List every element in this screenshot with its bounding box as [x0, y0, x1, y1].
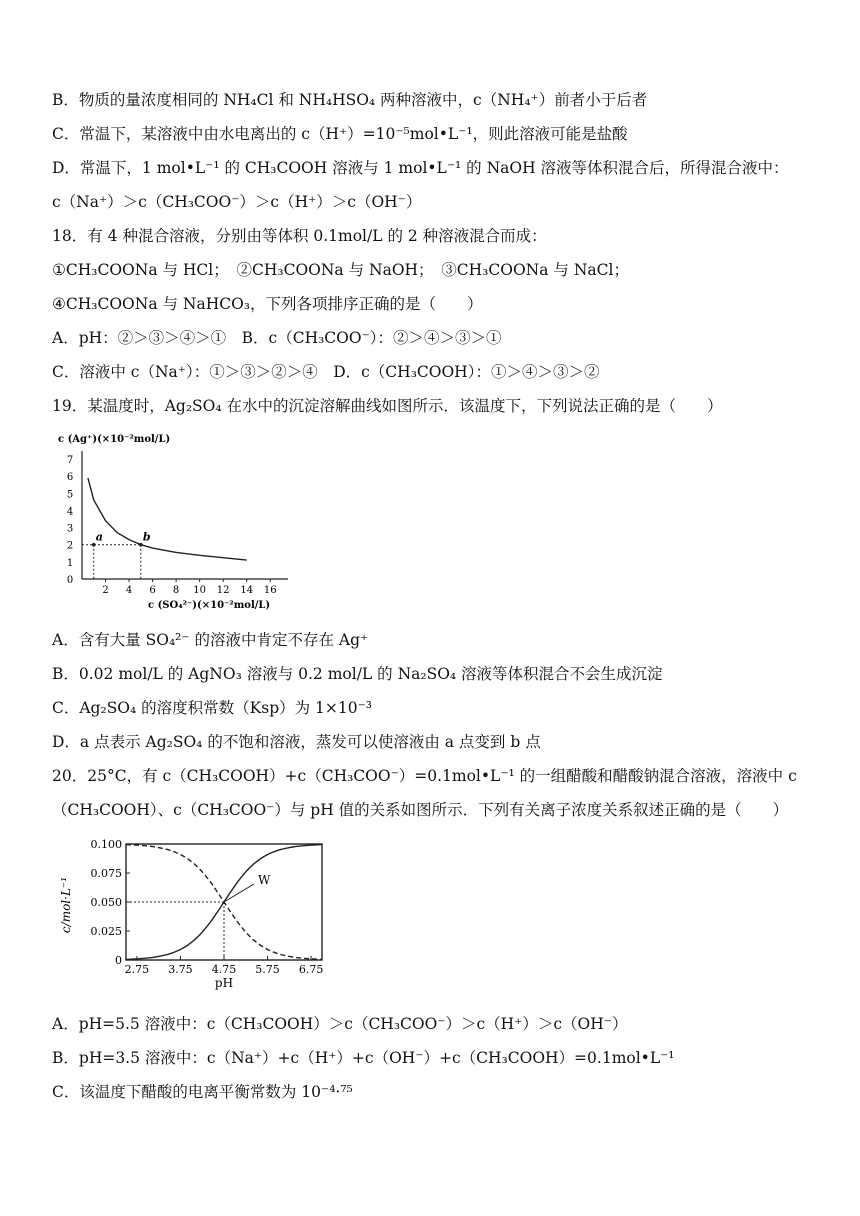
question-19: 19．某温度时，Ag₂SO₄ 在水中的沉淀溶解曲线如图所示．该温度下，下列说法正确的是（ ）: [52, 397, 723, 415]
option-b-q17: B．物质的量浓度相同的 NH₄Cl 和 NH₄HSO₄ 两种溶液中，c（NH₄⁺）前者小于后者: [52, 91, 648, 109]
x-tick-label: 4.75: [211, 963, 237, 976]
option-d-q17: D．常温下，1 mol•L⁻¹ 的 CH₃COOH 溶液与 1 mol•L⁻¹ 的 NaOH 溶液等体积混合后，所得混合液中：: [52, 159, 789, 177]
point-label-a: a: [95, 530, 103, 544]
x-tick-label: 4: [125, 585, 133, 596]
question-18: 18．有 4 种混合溶液，分别由等体积 0.1mol/L 的 2 种溶液混合而成：: [52, 227, 547, 245]
x-axis-label: c (SO₄²⁻)(×10⁻²mol/L): [148, 600, 271, 611]
q18-options-cd: C．溶液中 c（Na⁺）：①＞③＞②＞④ D．c（CH₃COOH）：①＞④＞③＞②: [52, 363, 600, 381]
q18-solutions-1: ①CH₃COONa 与 HCl； ②CH₃COONa 与 NaOH； ③CH₃COONa 与 NaCl；: [52, 261, 629, 279]
x-tick-label: 6.75: [298, 963, 324, 976]
annotation-label-w: W: [258, 873, 271, 887]
q18-options-ab: A．pH：②＞③＞④＞① B．c（CH₃COO⁻）：②＞④＞③＞①: [52, 329, 502, 347]
x-tick-label: 5.75: [255, 963, 280, 976]
annotation-pointer: [224, 884, 254, 902]
option-d-q19: D．a 点表示 Ag₂SO₄ 的不饱和溶液，蒸发可以使溶液由 a 点变到 b 点: [52, 733, 541, 751]
option-b-q19: B．0.02 mol/L 的 AgNO₃ 溶液与 0.2 mol/L 的 Na₂SO₄ 溶液等体积混合不会生成沉淀: [52, 665, 663, 683]
solubility-curve-chart: [48, 424, 318, 614]
y-tick-label: 5: [66, 489, 74, 501]
x-tick-label: 16: [263, 585, 277, 596]
question-20: 20．25°C，有 c（CH₃COOH）+c（CH₃COO⁻）=0.1mol•L⁻¹ 的一组醋酸和醋酸钠混合溶液，溶液中 c（CH₃COOH）、c（CH₃COO⁻）与 pH 值的关系如图所示．下列有关离子浓度关系叙述正确的是（ ）: [52, 767, 797, 819]
y-tick-label: 0: [115, 954, 122, 967]
option-c-q17: C．常温下，某溶液中由水电离出的 c（H⁺）=10⁻⁵mol•L⁻¹，则此溶液可能是盐酸: [52, 125, 628, 143]
option-a-q20: A．pH=5.5 溶液中：c（CH₃COOH）＞c（CH₃COO⁻）＞c（H⁺）＞c（OH⁻）: [52, 1015, 628, 1033]
option-b-q20: B．pH=3.5 溶液中：c（Na⁺）+c（H⁺）+c（OH⁻）+c（CH₃COOH）=0.1mol•L⁻¹: [52, 1049, 675, 1067]
y-tick-label: 0.050: [90, 896, 122, 909]
option-a-q19: A．含有大量 SO₄²⁻ 的溶液中肯定不存在 Ag⁺: [52, 631, 369, 649]
y-tick-label: 0: [66, 575, 74, 586]
point-label-b: b: [142, 530, 151, 544]
x-tick-label: 8: [172, 585, 180, 596]
x-tick-label: 14: [240, 585, 254, 596]
y-tick-label: 0.075: [90, 867, 122, 880]
y-tick-label: 2: [66, 540, 74, 552]
y-axis-label: c/mol·L⁻¹: [59, 876, 73, 934]
x-tick-label: 6: [149, 585, 156, 596]
x-tick-label: 2.75: [124, 963, 150, 976]
y-tick-label: 1: [66, 557, 74, 569]
x-tick-label: 10: [193, 585, 207, 596]
y-tick-label: 0.100: [90, 838, 122, 851]
ph-distribution-chart: [58, 830, 328, 1000]
x-tick-label: 12: [216, 585, 230, 596]
option-d-q17-cont: c（Na⁺）＞c（CH₃COO⁻）＞c（H⁺）＞c（OH⁻）: [52, 193, 422, 211]
option-c-q20: C．该温度下醋酸的电离平衡常数为 10⁻⁴·⁷⁵: [52, 1083, 353, 1101]
x-tick-label: 2: [102, 585, 109, 596]
x-axis-label: pH: [214, 976, 234, 990]
solubility-curve: [88, 478, 247, 560]
y-tick-label: 3: [66, 523, 74, 535]
y-tick-label: 7: [66, 455, 74, 466]
y-tick-label: 6: [66, 472, 74, 484]
y-tick-label: 4: [66, 506, 74, 518]
x-tick-label: 3.75: [168, 963, 193, 976]
option-c-q19: C．Ag₂SO₄ 的溶度积常数（Ksp）为 1×10⁻³: [52, 699, 373, 717]
y-tick-label: 0.025: [90, 925, 122, 938]
y-axis-label: c (Ag⁺)(×10⁻²mol/L): [58, 434, 171, 445]
q18-solutions-2: ④CH₃COONa 与 NaHCO₃，下列各项排序正确的是（ ）: [52, 295, 483, 313]
